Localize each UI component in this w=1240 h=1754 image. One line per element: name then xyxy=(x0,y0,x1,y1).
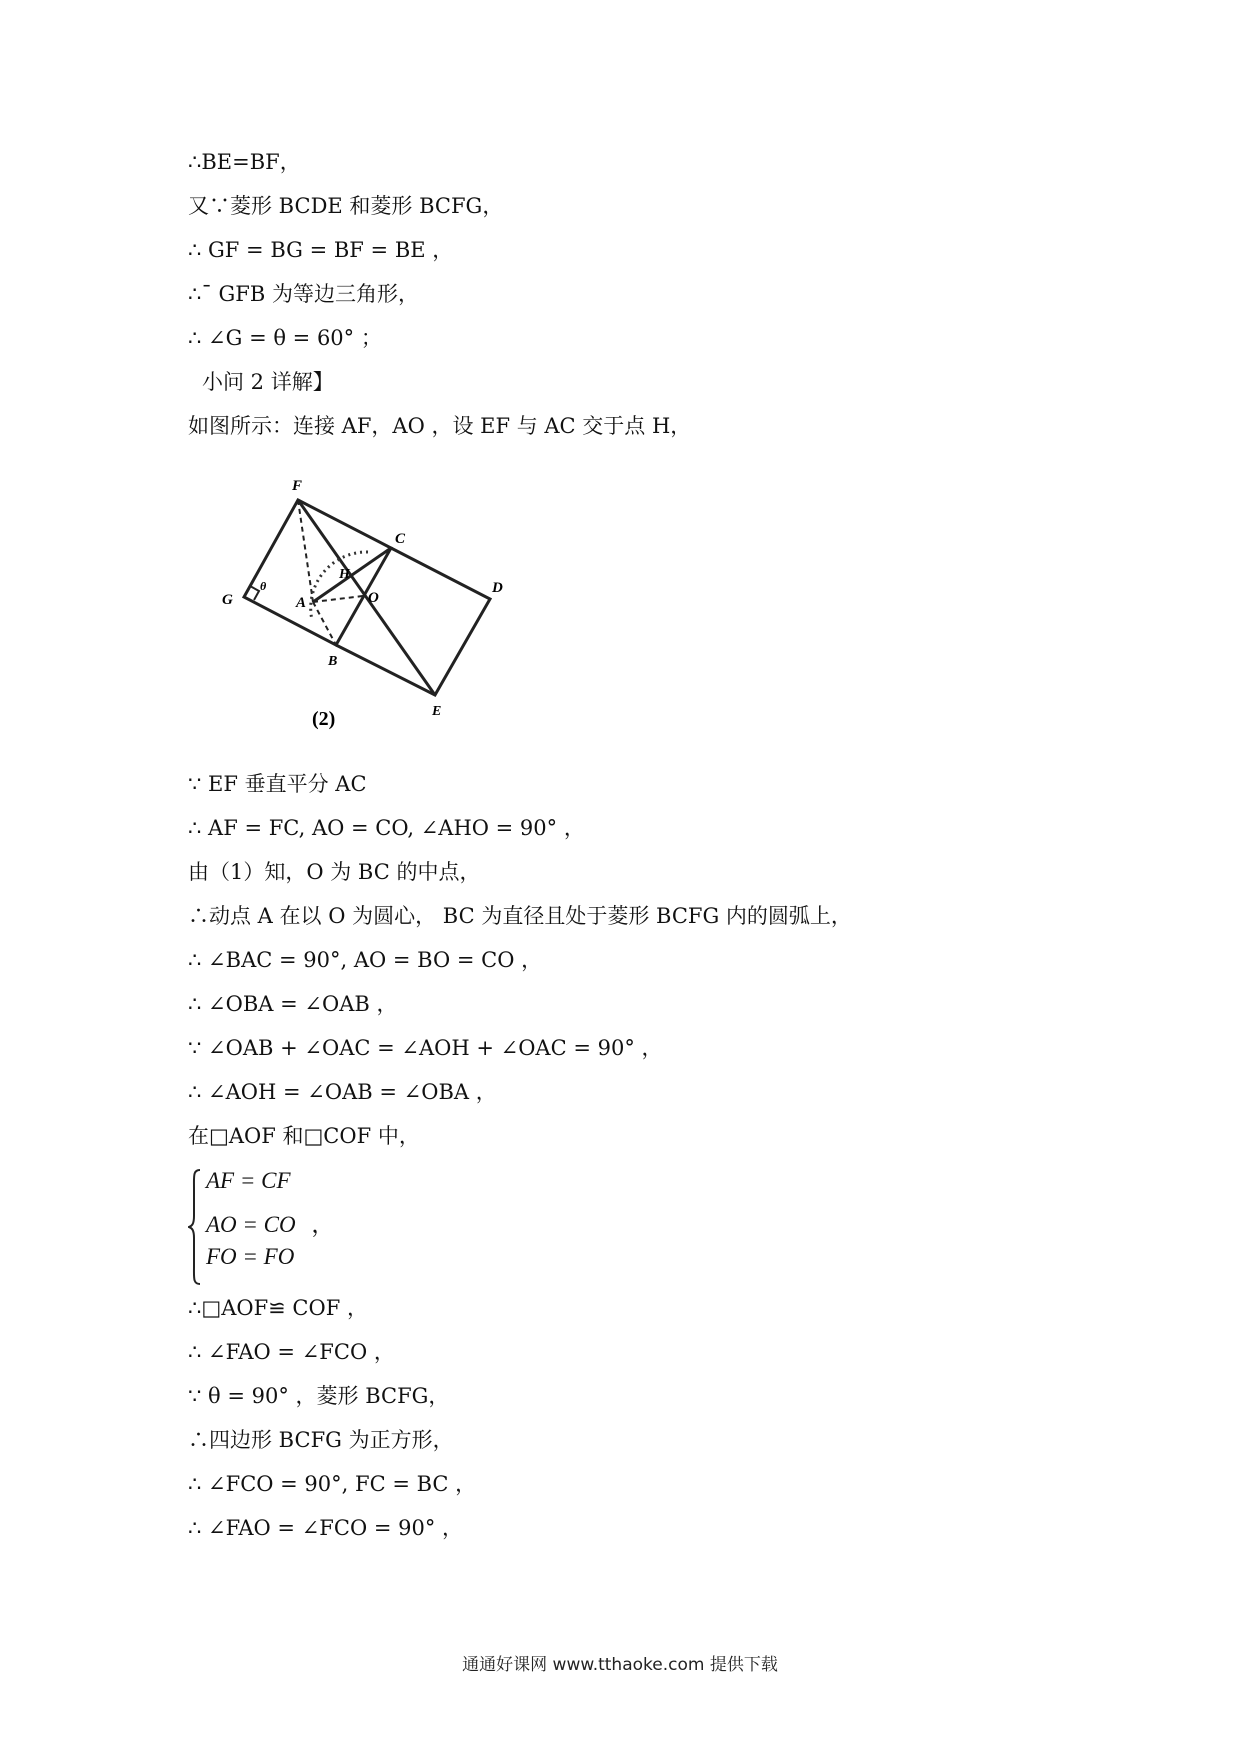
figure-caption: (2) xyxy=(312,708,336,730)
text-line-4: ∴¯ GFB 为等边三角形， xyxy=(188,282,419,306)
text-line-15: ∴ ∠AOH = ∠OAB = ∠OBA ， xyxy=(188,1080,497,1104)
text-line-17: ∴□AOF≌ COF ， xyxy=(188,1296,368,1320)
text-line-11: ∴动点 A 在以 O 为圆心， BC 为直径且处于菱形 BCFG 内的圆弧上， xyxy=(188,904,852,928)
text-line-22: ∴ ∠FAO = ∠FCO = 90° ， xyxy=(188,1516,463,1540)
label-G: G xyxy=(222,592,233,608)
text-line-12: ∴ ∠BAC = 90°, AO = BO = CO ， xyxy=(188,948,543,972)
equation-row-3: FO = FO xyxy=(206,1244,295,1269)
label-D: D xyxy=(492,580,503,596)
label-F: F xyxy=(292,478,303,494)
label-O: O xyxy=(368,590,379,606)
equation-row-2 xyxy=(206,1206,334,1239)
text-line-14: ∵ ∠OAB + ∠OAC = ∠AOH + ∠OAC = 90° ， xyxy=(188,1036,663,1060)
text-line-9: ∴ AF = FC, AO = CO, ∠AHO = 90° ， xyxy=(188,816,585,840)
text-line-18: ∴ ∠FAO = ∠FCO ， xyxy=(188,1340,395,1364)
text-line-2: 又∵菱形 BCDE 和菱形 BCFG， xyxy=(188,194,504,218)
text-line-21: ∴ ∠FCO = 90°, FC = BC ， xyxy=(188,1472,477,1496)
text-line-7: 如图所示：连接 AF，AO ，设 EF 与 AC 交于点 H， xyxy=(188,414,692,438)
label-H: H xyxy=(339,567,350,582)
equation-row-2-suffix: ， xyxy=(311,1212,335,1237)
left-brace xyxy=(188,1168,202,1286)
text-line-10: 由（1）知，O 为 BC 的中点， xyxy=(188,860,481,884)
equation-row-1: AF = CF xyxy=(206,1168,291,1193)
equation-row-2-expr: AO = CO xyxy=(206,1212,296,1237)
label-theta: θ xyxy=(260,579,267,593)
text-line-19: ∵ θ = 90° ，菱形 BCFG， xyxy=(188,1384,450,1408)
text-line-1: ∴BE=BF， xyxy=(188,150,301,174)
label-E: E xyxy=(432,704,442,719)
text-line-3: ∴ GF = BG = BF = BE ， xyxy=(188,238,454,262)
text-line-8: ∵ EF 垂直平分 AC xyxy=(188,772,367,796)
text-line-5: ∴ ∠G = θ = 60° ； xyxy=(188,326,382,350)
label-B: B xyxy=(328,654,338,669)
text-line-13: ∴ ∠OBA = ∠OAB ， xyxy=(188,992,398,1016)
section-heading: 小问 2 详解】 xyxy=(202,370,334,394)
page-footer: 通通好课网 www.tthaoke.com 提供下载 xyxy=(462,1655,778,1675)
label-C: C xyxy=(395,531,406,547)
text-line-20: ∴四边形 BCFG 为正方形， xyxy=(188,1428,454,1452)
text-line-16: 在□AOF 和□COF 中， xyxy=(188,1124,420,1148)
label-A: A xyxy=(296,595,307,611)
geometry-figure xyxy=(220,470,520,735)
